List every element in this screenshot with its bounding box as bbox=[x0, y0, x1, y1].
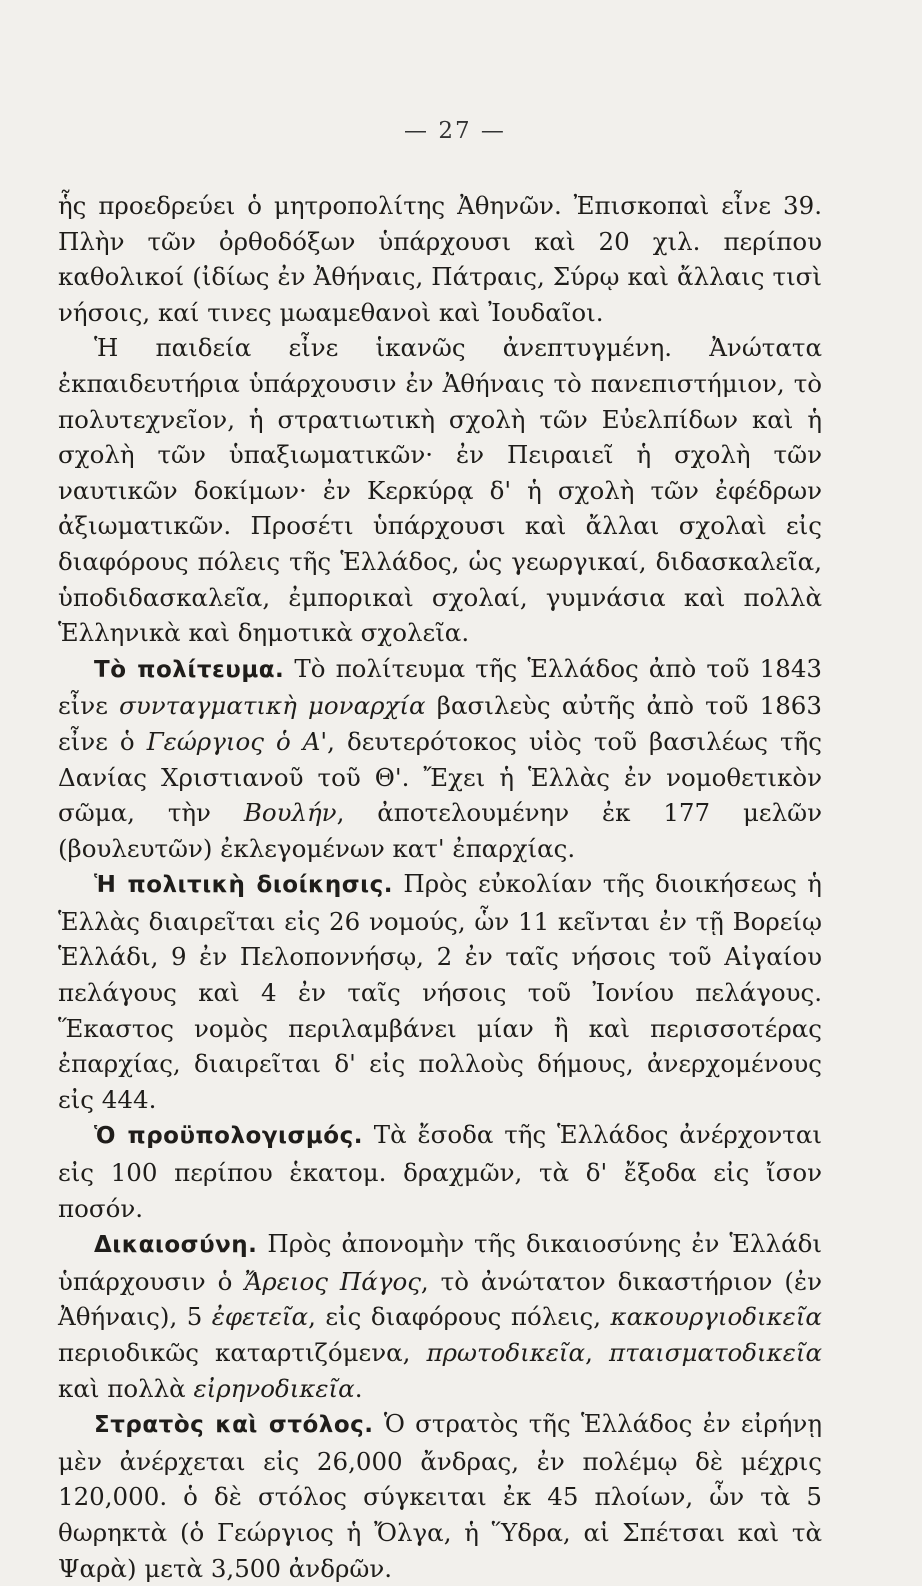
justice-text-3: , εἰς διαφόρους πόλεις, bbox=[308, 1302, 611, 1332]
heading-budget: Ὁ προϋπολογισμός. bbox=[94, 1123, 363, 1150]
body-text bbox=[58, 188, 822, 1586]
justice-italic-5: πταισματοδικεῖα bbox=[608, 1338, 822, 1367]
paragraph-administration bbox=[58, 866, 822, 1117]
budget-text: Τὰ ἔσοδα τῆς Ἑλλάδος ἀνέρχονται εἰς 100 περίπου ἑκατομ. δραχμῶν, τὰ δ' ἔξοδα εἰς ἴσον ποσόν. bbox=[58, 1120, 822, 1223]
paragraph-justice bbox=[58, 1226, 822, 1406]
page-number: — 27 — bbox=[404, 118, 506, 144]
heading-administration: Ἡ πολιτικὴ διοίκησις. bbox=[94, 872, 393, 899]
justice-text-1: Πρὸς ἀπονομὴν τῆς δικαιοσύνης ἐν Ἑλλάδι ὑπάρχουσιν ὁ bbox=[58, 1229, 822, 1296]
constitution-text-4: , ἀποτελουμένην ἐκ 177 μελῶν (βουλευτῶν) ἐκλεγομένων κατ' ἐπαρχίας. bbox=[58, 798, 822, 863]
justice-text-4: περιοδικῶς καταρτιζόμενα, bbox=[58, 1338, 427, 1367]
heading-constitution: Τὸ πολίτευμα. bbox=[94, 656, 285, 683]
justice-italic-1: Ἄρειος Πάγος bbox=[244, 1266, 421, 1296]
justice-text-6: καὶ πολλὰ bbox=[58, 1373, 194, 1403]
constitution-text-2: βασιλεὺς αὐτῆς ἀπὸ τοῦ 1863 εἶνε ὁ bbox=[58, 691, 822, 756]
paragraph-army-navy bbox=[58, 1406, 822, 1586]
justice-italic-3: κακουργιοδικεῖα bbox=[610, 1302, 822, 1332]
constitution-italic-3: Βουλήν bbox=[243, 798, 337, 828]
heading-justice: Δικαιοσύνη. bbox=[94, 1232, 258, 1259]
paragraph-budget bbox=[58, 1117, 822, 1226]
justice-italic-4: πρωτοδικεῖα bbox=[426, 1338, 586, 1367]
constitution-italic-2: Γεώργιος ὁ Α' bbox=[146, 726, 328, 756]
paragraph-church-text: ἧς προεδρεύει ὁ μητροπολίτης Ἀθηνῶν. Ἐπισκοπαὶ εἶνε 39. Πλὴν τῶν ὀρθοδόξων ὑπάρχουσι καὶ 20 χιλ. περίπου καθολικοί (ἰδίως ἐν Ἀθήναις, Πάτραις, Σύρῳ καὶ ἄλλαις τισὶ νήσοις, καί τινες μωαμεθανοὶ καὶ Ἰουδαῖοι. bbox=[58, 191, 822, 327]
administration-text: Πρὸς εὐκολίαν τῆς διοικήσεως ἡ Ἑλλὰς διαιρεῖται εἰς 26 νομούς, ὧν 11 κεῖνται ἐν τῇ Βορείῳ Ἑλλάδι, 9 ἐν Πελοποννήσῳ, 2 ἐν ταῖς νήσοις τοῦ Αἰγαίου πελάγους καὶ 4 ἐν ταῖς νήσοις τοῦ Ἰονίου πελάγους. Ἕκαστος νομὸς περιλαμβάνει μίαν ἢ καὶ περισσοτέρας ἐπαρχίας, διαιρεῖται δ' εἰς πολλοὺς δήμους, ἀνερχομένους εἰς 444. bbox=[58, 869, 822, 1114]
constitution-text-1: Τὸ πολίτευμα τῆς Ἑλλάδος ἀπὸ τοῦ 1843 εἶνε bbox=[58, 653, 822, 721]
paragraph-church bbox=[58, 188, 822, 330]
justice-text-2: , τὸ ἀνώτατον δικαστήριον (ἐν Ἀθήναις), 5 bbox=[58, 1266, 822, 1332]
justice-italic-2: ἐφετεῖα bbox=[211, 1302, 309, 1332]
constitution-text-3: , δευτερότοκος υἱὸς τοῦ βασιλέως τῆς Δανίας Χριστιανοῦ τοῦ Θ'. Ἔχει ἡ Ἑλλὰς ἐν νομοθετικὸν σῶμα, τὴν bbox=[58, 726, 822, 828]
constitution-italic-1: συνταγματικὴ μοναρχία bbox=[119, 691, 426, 721]
justice-text-7: . bbox=[354, 1373, 363, 1403]
justice-italic-6: εἰρηνοδικεῖα bbox=[193, 1373, 355, 1403]
justice-text-5: , bbox=[585, 1338, 609, 1367]
heading-army-navy: Στρατὸς καὶ στόλος. bbox=[94, 1412, 374, 1439]
army-navy-text: Ὁ στρατὸς τῆς Ἑλλάδος ἐν εἰρήνῃ μὲν ἀνέρχεται εἰς 26,000 ἄνδρας, ἐν πολέμῳ δὲ μέχρις 120,000. ὁ δὲ στόλος σύγκειται ἐκ 45 πλοίων, ὧν τὰ 5 θωρηκτὰ (ὁ Γεώργιος ἡ Ὄλγα, ἡ Ὕδρα, αἱ Σπέτσαι καὶ τὰ Ψαρὰ) μετὰ 3,500 ἀνδρῶν. bbox=[58, 1409, 822, 1583]
paragraph-constitution bbox=[58, 651, 822, 867]
paragraph-education-text: Ἡ παιδεία εἶνε ἱκανῶς ἀνεπτυγμένη. Ἀνώτατα ἐκπαιδευτήρια ὑπάρχουσιν ἐν Ἀθήναις τὸ πανεπιστήμιον, τὸ πολυτεχνεῖον, ἡ στρατιωτικὴ σχολὴ τῶν Εὐελπίδων καὶ ἡ σχολὴ τῶν ὑπαξιωματικῶν· ἐν Πειραιεῖ ἡ σχολὴ τῶν ναυτικῶν δοκίμων· ἐν Κερκύρᾳ δ' ἡ σχολὴ τῶν ἐφέδρων ἀξιωματικῶν. Προσέτι ὑπάρχουσι καὶ ἄλλαι σχολαὶ εἰς διαφόρους πόλεις τῆς Ἑλλάδος, ὡς γεωργικαί, διδασκαλεῖα, ὑποδιδασκαλεῖα, ἐμπορικαὶ σχολαί, γυμνάσια καὶ πολλὰ Ἑλληνικὰ καὶ δημοτικὰ σχολεῖα. bbox=[58, 333, 822, 648]
paragraph-education bbox=[58, 330, 822, 650]
